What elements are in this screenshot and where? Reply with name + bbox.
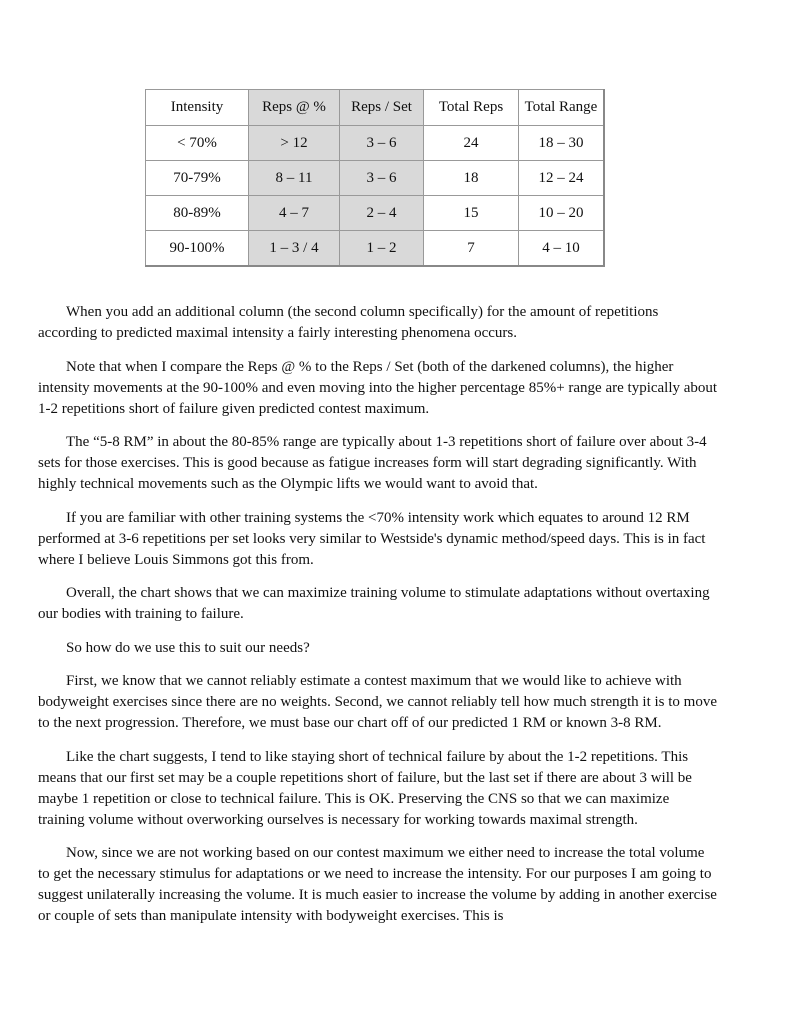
cell-reps-at-percent: > 12	[249, 126, 340, 161]
cell-intensity: 70-79%	[146, 161, 249, 196]
cell-reps-at-percent: 1 – 3 / 4	[249, 231, 340, 267]
cell-intensity: 80-89%	[146, 196, 249, 231]
header-total-range: Total Range	[519, 90, 605, 126]
table-row	[146, 196, 605, 231]
body-text	[38, 302, 718, 940]
table-header-row	[146, 90, 605, 126]
cell-reps-at-percent: 8 – 11	[249, 161, 340, 196]
paragraph: Overall, the chart shows that we can maximize training volume to stimulate adaptations without overtaxing our bodies with training to failure.	[38, 585, 710, 622]
cell-reps-at-percent: 4 – 7	[249, 196, 340, 231]
header-total-reps: Total Reps	[424, 90, 519, 126]
header-reps-at-percent: Reps @ %	[249, 90, 340, 126]
cell-total-range: 18 – 30	[519, 126, 605, 161]
paragraph: Note that when I compare the Reps @ % to the Reps / Set (both of the darkened columns), the higher intensity movements at the 90-100% and even moving into the higher percentage 85%+ range are typically about 1-2 repetitions short of failure given predicted contest maximum.	[38, 358, 718, 417]
intensity-table	[145, 89, 605, 267]
paragraph: Like the chart suggests, I tend to like staying short of technical failure by about the 1-2 repetitions. This means that our first set may be a couple repetitions short of failure, but the last set if there are about 3 will be maybe 1 repetition or close to technical failure. This is OK. Preserving the CNS so that we can maximize training volume without overworking ourselves is necessary for working towards maximal strength.	[38, 748, 692, 828]
paragraph: So how do we use this to suit our needs?	[66, 639, 310, 656]
cell-intensity: 90-100%	[146, 231, 249, 267]
cell-total-range: 10 – 20	[519, 196, 605, 231]
cell-total-reps: 18	[424, 161, 519, 196]
paragraph: The “5-8 RM” in about the 80-85% range are typically about 1-3 repetitions short of failure over about 3-4 sets for those exercises. This is good because as fatigue increases form will start degrading significantly. With highly technical movements such as the Olympic lifts we would want to avoid that.	[38, 434, 707, 492]
cell-intensity: < 70%	[146, 126, 249, 161]
table-row	[146, 231, 605, 267]
cell-reps-per-set: 1 – 2	[340, 231, 424, 267]
cell-reps-per-set: 2 – 4	[340, 196, 424, 231]
paragraph: When you add an additional column (the second column specifically) for the amount of repetitions according to predicted maximal intensity a fairly interesting phenomena occurs.	[38, 304, 659, 341]
cell-total-reps: 7	[424, 231, 519, 267]
cell-total-range: 12 – 24	[519, 161, 605, 196]
header-reps-per-set: Reps / Set	[340, 90, 424, 126]
paragraph: If you are familiar with other training systems the <70% intensity work which equates to around 12 RM performed at 3-6 repetitions per set looks very similar to Westside's dynamic method/speed days. This is in fact where I believe Louis Simmons got this from.	[38, 509, 706, 568]
cell-reps-per-set: 3 – 6	[340, 126, 424, 161]
paragraph: Now, since we are not working based on our contest maximum we either need to increase the total volume to get the necessary stimulus for adaptations or we need to increase the intensity. For our purposes I am going to suggest unilaterally increasing the volume. It is much easier to increase the volume by adding in another exercise or couple of sets than manipulate intensity with bodyweight exercises. This is	[38, 845, 717, 924]
cell-total-reps: 24	[424, 126, 519, 161]
cell-total-range: 4 – 10	[519, 231, 605, 267]
table-row	[146, 161, 605, 196]
header-intensity: Intensity	[146, 90, 249, 126]
paragraph: First, we know that we cannot reliably estimate a contest maximum that we would like to achieve with bodyweight exercises since there are no weights. Second, we cannot reliably tell how much strength it is to move to the next progression. Therefore, we must base our chart off of our predicted 1 RM or known 3-8 RM.	[38, 673, 717, 731]
cell-total-reps: 15	[424, 196, 519, 231]
cell-reps-per-set: 3 – 6	[340, 161, 424, 196]
table-row	[146, 126, 605, 161]
